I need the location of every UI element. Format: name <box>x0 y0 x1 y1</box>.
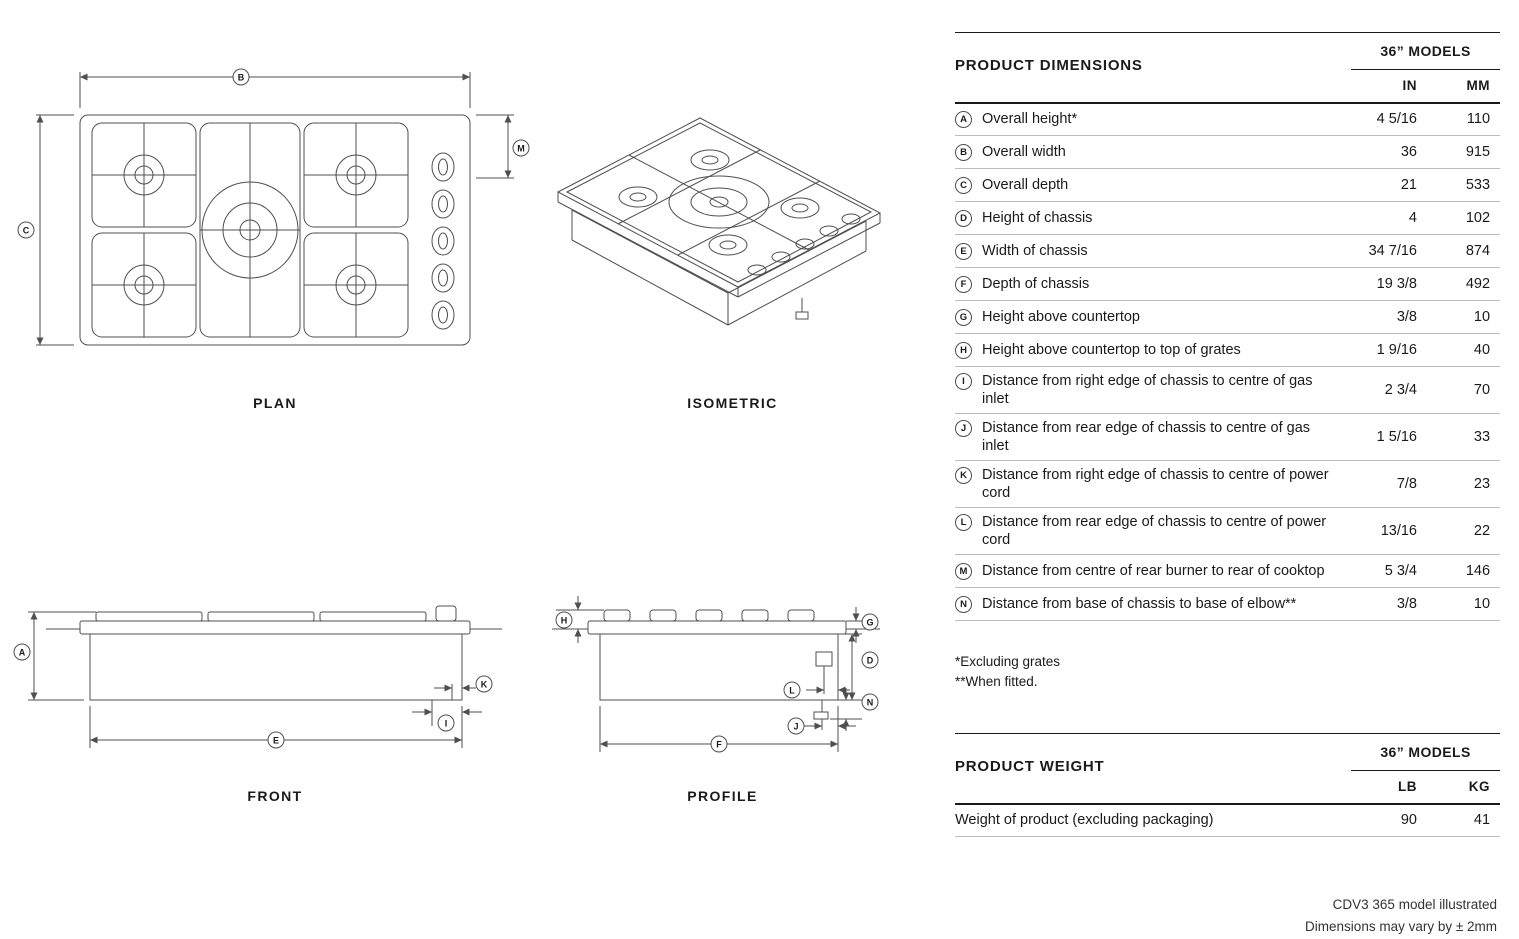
value-in: 4 <box>1351 202 1417 235</box>
table-row <box>955 202 1500 235</box>
table-row <box>955 367 1500 414</box>
value-mm: 10 <box>1417 588 1500 621</box>
callout-g <box>862 614 878 630</box>
dimension-label: Height above countertop to top of grates <box>982 342 1241 358</box>
callout-n <box>862 694 878 710</box>
value-in: 5 3/4 <box>1351 555 1417 588</box>
table-row <box>955 508 1500 555</box>
value-mm: 23 <box>1417 461 1500 508</box>
models-header: 36” MODELS <box>1351 33 1500 70</box>
callout-e <box>268 732 284 748</box>
isometric-view-label: ISOMETRIC <box>687 395 778 411</box>
table-row <box>955 555 1500 588</box>
callout-key: B <box>955 144 972 161</box>
value-mm: 492 <box>1417 268 1500 301</box>
callout-f <box>711 736 727 752</box>
value-in: 7/8 <box>1351 461 1417 508</box>
value-in: 21 <box>1351 169 1417 202</box>
value-mm: 533 <box>1417 169 1500 202</box>
callout-key: A <box>955 111 972 128</box>
value-mm: 102 <box>1417 202 1500 235</box>
svg-text:J: J <box>793 721 799 732</box>
callout-c <box>18 222 34 238</box>
callout-key: L <box>955 514 972 531</box>
value-in: 1 5/16 <box>1351 414 1417 461</box>
svg-text:I: I <box>444 718 448 729</box>
value-mm: 874 <box>1417 235 1500 268</box>
product-dimensions-table <box>955 32 1500 621</box>
callout-key: K <box>955 467 972 484</box>
unit-header-lb: LB <box>1351 771 1417 804</box>
value-in: 34 7/16 <box>1351 235 1417 268</box>
weight-table-title: PRODUCT WEIGHT <box>955 734 1351 804</box>
callout-key: I <box>955 373 972 390</box>
table-row <box>955 103 1500 136</box>
value-mm: 70 <box>1417 367 1500 414</box>
value-in: 36 <box>1351 136 1417 169</box>
dimensions-table-title: PRODUCT DIMENSIONS <box>955 33 1351 103</box>
callout-b <box>233 69 249 85</box>
dimension-label: Overall width <box>982 144 1066 160</box>
value-mm: 146 <box>1417 555 1500 588</box>
dimension-label: Overall height* <box>982 111 1078 128</box>
value-mm: 915 <box>1417 136 1500 169</box>
callout-m <box>513 140 529 156</box>
svg-text:E: E <box>272 735 280 746</box>
dimension-label: Distance from rear edge of chassis to centre of power cord <box>982 514 1327 548</box>
value-in: 19 3/8 <box>1351 268 1417 301</box>
isometric-view-drawing <box>558 118 880 325</box>
dimension-label: Distance from base of chassis to base of elbow** <box>982 596 1297 612</box>
callout-key: M <box>955 563 972 580</box>
profile-view-drawing <box>552 596 880 752</box>
svg-text:G: G <box>866 617 874 628</box>
callout-key: H <box>955 342 972 359</box>
svg-text:A: A <box>18 647 26 658</box>
table-row <box>955 804 1500 837</box>
value-kg: 41 <box>1417 804 1500 837</box>
profile-view-label: PROFILE <box>687 788 758 804</box>
value-lb: 90 <box>1351 804 1417 837</box>
svg-text:K: K <box>480 679 488 690</box>
svg-text:B: B <box>237 72 245 83</box>
svg-text:D: D <box>866 655 874 666</box>
svg-text:M: M <box>517 143 525 154</box>
value-mm: 40 <box>1417 334 1500 367</box>
unit-header-kg: KG <box>1417 771 1500 804</box>
value-mm: 22 <box>1417 508 1500 555</box>
plan-view-drawing <box>36 72 514 345</box>
value-in: 2 3/4 <box>1351 367 1417 414</box>
svg-text:H: H <box>560 615 568 626</box>
dimension-label: Width of chassis <box>982 243 1088 259</box>
weight-label: Weight of product (excluding packaging) <box>955 812 1214 829</box>
table-row <box>955 414 1500 461</box>
callout-key: N <box>955 596 972 613</box>
dimension-label: Height above countertop <box>982 309 1140 325</box>
value-in: 3/8 <box>1351 301 1417 334</box>
value-mm: 33 <box>1417 414 1500 461</box>
dimension-label: Distance from right edge of chassis to centre of gas inlet <box>982 373 1313 407</box>
weight-models-header: 36” MODELS <box>1351 734 1500 771</box>
callout-key: G <box>955 309 972 326</box>
front-view-drawing <box>28 606 502 748</box>
unit-header-in: IN <box>1351 70 1417 103</box>
svg-text:F: F <box>716 739 722 750</box>
plan-view-label: PLAN <box>253 395 297 411</box>
footer-notes <box>1305 894 1497 938</box>
table-row <box>955 268 1500 301</box>
table-row <box>955 169 1500 202</box>
product-weight-table <box>955 733 1500 837</box>
svg-text:C: C <box>22 225 30 236</box>
callout-a <box>14 644 30 660</box>
front-view-label: FRONT <box>247 788 303 804</box>
value-in: 13/16 <box>1351 508 1417 555</box>
callout-l <box>784 682 800 698</box>
callout-key: J <box>955 420 972 437</box>
svg-text:N: N <box>866 697 874 708</box>
callout-key: E <box>955 243 972 260</box>
model-illustrated-note: CDV3 365 model illustrated <box>1332 897 1497 912</box>
tolerance-note: Dimensions may vary by ± 2mm <box>1305 919 1497 934</box>
callout-j <box>788 718 804 734</box>
dimension-label: Distance from right edge of chassis to centre of power cord <box>982 467 1329 501</box>
callout-i <box>438 715 454 731</box>
value-in: 3/8 <box>1351 588 1417 621</box>
callout-d <box>862 652 878 668</box>
table-row <box>955 588 1500 621</box>
svg-text:L: L <box>789 685 795 696</box>
footnote-excluding-grates: *Excluding grates <box>955 654 1061 669</box>
dimension-label: Distance from rear edge of chassis to centre of gas inlet <box>982 420 1311 454</box>
dimension-label: Overall depth <box>982 177 1069 193</box>
value-in: 4 5/16 <box>1351 103 1417 136</box>
value-mm: 10 <box>1417 301 1500 334</box>
callout-key: F <box>955 276 972 293</box>
footnote-when-fitted: **When fitted. <box>955 674 1038 689</box>
callout-k <box>476 676 492 692</box>
table-row <box>955 461 1500 508</box>
callout-h <box>556 612 572 628</box>
value-in: 1 9/16 <box>1351 334 1417 367</box>
dimension-label: Distance from centre of rear burner to rear of cooktop <box>982 563 1325 579</box>
table-row <box>955 136 1500 169</box>
dimension-label: Height of chassis <box>982 210 1093 226</box>
value-mm: 110 <box>1417 103 1500 136</box>
unit-header-mm: MM <box>1417 70 1500 103</box>
table-footnotes <box>955 652 1060 692</box>
table-row <box>955 301 1500 334</box>
table-row <box>955 334 1500 367</box>
callout-key: D <box>955 210 972 227</box>
table-row <box>955 235 1500 268</box>
callout-key: C <box>955 177 972 194</box>
dimension-label: Depth of chassis <box>982 276 1090 292</box>
